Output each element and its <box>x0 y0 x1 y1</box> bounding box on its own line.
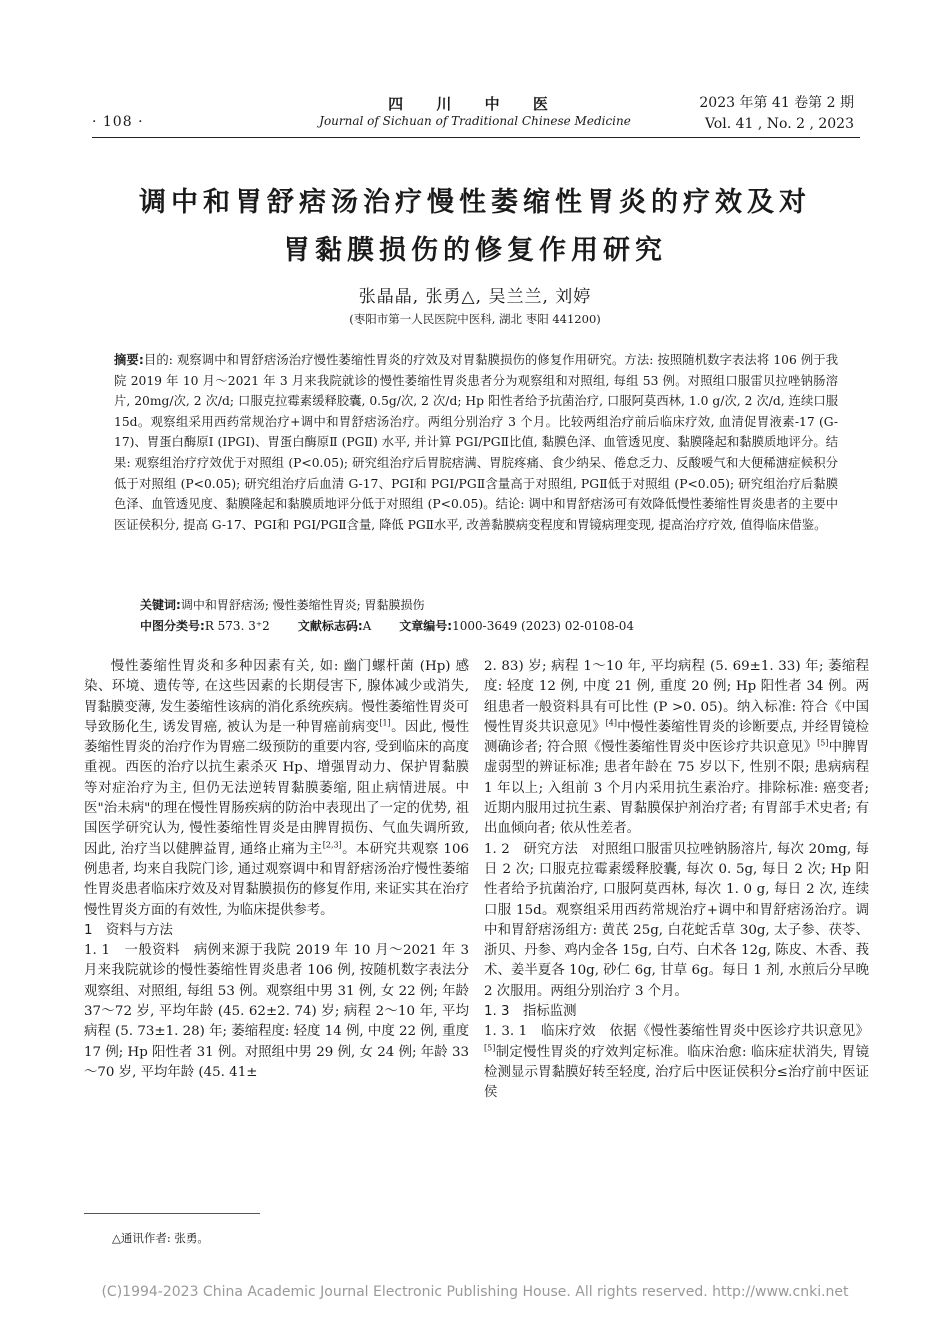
efficacy-text-1: 1. 3. 1 临床疗效 依据《慢性萎缩性胃炎中医诊疗共识意见》 <box>484 1024 869 1040</box>
doc-code-label: 文献标志码: <box>297 619 363 633</box>
body-column-left <box>84 657 469 1083</box>
journal-name-cn: 四 川 中 医 <box>388 95 562 113</box>
article-id-value: 1000-3649 (2023) 02-0108-04 <box>452 619 634 633</box>
issue-en: Vol. 41 , No. 2 , 2023 <box>704 116 854 132</box>
criteria-text-1: 2. 83) 岁; 病程 1～10 年, 平均病程 (5. 69±1. 33) 年; 萎缩程度: 轻度 12 例, 中度 21 例, 重度 20 例; Hp 阳性者 34 例。两组患者一般资料具有可比性 (P >0. 05)。纳入标准: 符合《中国慢性胃炎共识意见》 <box>484 659 869 735</box>
keywords-text: 调中和胃舒痞汤; 慢性萎缩性胃炎; 胃黏膜损伤 <box>180 598 425 612</box>
issue-info <box>699 93 854 135</box>
citation-2-3: [2,3] <box>322 840 342 850</box>
footnote-corresponding-author: △通讯作者: 张勇。 <box>112 1231 209 1245</box>
body-column-right <box>484 657 869 1104</box>
citation-1: [1] <box>379 718 391 728</box>
footnote-rule <box>84 1213 260 1214</box>
section-heading-indicators: 1. 3 指标监测 <box>484 1004 577 1020</box>
criteria-text-2: 中慢性萎缩性胃炎的诊断要点, 并经胃镜检测确诊者; 符合照《慢性萎缩性胃炎中医诊疗共识意见》 <box>484 719 869 756</box>
criteria-paragraph <box>484 657 869 840</box>
header-rule <box>92 137 860 138</box>
abstract-label: 摘要: <box>114 353 144 367</box>
article-title-line2: 胃黏膜损伤的修复作用研究 <box>283 235 667 266</box>
efficacy-text-2: 制定慢性胃炎的疗效判定标准。临床治愈: 临床症状消失, 胃镜检测显示胃黏膜好转至轻度, 治疗后中医证侯积分≤治疗前中医证侯 <box>484 1044 869 1101</box>
clc-value: R 573. 3⁺2 <box>204 619 270 633</box>
intro-text-1: 慢性萎缩性胃炎和多种因素有关, 如: 幽门螺杆菌 (Hp) 感染、环境、遗传等, 在这些因素的长期侵害下, 腺体减少或消失, 胃黏膜变薄, 发生萎缩性该病的消化系统疾病。慢性萎缩性胃炎可导致肠化生, 诱发胃癌, 被认为是一种胃癌前病变 <box>84 659 469 735</box>
article-title-line1: 调中和胃舒痞汤治疗慢性萎缩性胃炎的疗效及对 <box>139 187 811 218</box>
method-paragraph: 1. 2 研究方法 对照组口服雷贝拉唑钠肠溶片, 每次 20mg, 每日 2 次; 口服克拉霉素缓释胶囊, 每次 0. 5g, 每日 2 次; Hp 阳性者给予抗菌治疗, 口服阿莫西林, 每次 1. 0 g, 每日 2 次, 连续口服 15d。观察组采用西药常规治疗+调中和胃舒痞汤治疗。调中和胃舒痞汤组方: 黄芪 25g, 白花蛇舌草 30g, 太子参、茯苓、浙贝、丹参、鸡内金各 15g, 白芍、白术各 12g, 陈皮、木香、莪术、姜半夏各 10g, 砂仁 6g, 甘草 6g。每日 1 剂, 水煎后分早晚 2 次服用。两组分别治疗 3 个月。 <box>484 841 869 999</box>
clc-label: 中图分类号: <box>140 619 205 633</box>
copyright-watermark: (C)1994-2023 China Academic Journal Electronic Publishing House. All rights reserved. http://www.cnki.net <box>101 1284 849 1300</box>
citation-5: [5] <box>817 738 829 748</box>
section-heading-methods: 1 资料与方法 <box>84 922 173 938</box>
journal-name-en: Journal of Sichuan of Traditional Chinese Medicine <box>319 114 631 128</box>
abstract <box>114 350 838 535</box>
article-id-label: 文章编号: <box>399 619 453 633</box>
authors: 张晶晶, 张勇△, 吴兰兰, 刘婷 <box>358 287 592 307</box>
efficacy-paragraph <box>484 1022 869 1103</box>
citation-4: [4] <box>605 718 618 728</box>
classification-line <box>140 617 634 634</box>
intro-text-3: 。本研究共观察 106 例患者, 均来自我院门诊, 通过观察调中和胃舒痞汤治疗慢性萎缩性胃炎患者临床疗效及对胃黏膜损伤的修复作用, 来证实其在治疗慢性胃炎方面的有效性, 为临床提供参考。 <box>84 841 469 918</box>
doc-code-value: A <box>362 619 372 633</box>
criteria-text-3: 中脾胃虚弱型的辨证标准; 患者年龄在 75 岁以下, 性别不限; 患病病程 1 年以上; 入组前 3 个月内采用抗生素治疗。排除标准: 癌变者; 近期内服用过抗生素、胃黏膜保护剂治疗者; 有胃部手术史者; 有出血倾向者; 依从性差者。 <box>484 740 869 837</box>
intro-paragraph <box>84 657 469 921</box>
abstract-text: 目的: 观察调中和胃舒痞汤治疗慢性萎缩性胃炎的疗效及对胃黏膜损伤的修复作用研究。方法: 按照随机数字表法将 106 例于我院 2019 年 10 月～2021 年 3 月来我院就诊的慢性萎缩性胃炎患者分为观察组和对照组, 每组 53 例。对照组口服雷贝拉唑钠肠溶片, 20mg/次, 2 次/d; 口服克拉霉素缓释胶囊, 0.5g/次, 2 次/d; Hp 阳性者给予抗菌治疗, 口服阿莫西林, 1.0 g/次, 2 次/d, 连续口服 15d。观察组采用西药常规治疗+调中和胃舒痞汤治疗。两组分别治疗 3 个月。比较两组治疗前后临床疗效, 血清促胃液素-17 (G-17)、胃蛋白酶原Ⅰ (ⅠPGⅠ)、胃蛋白酶原Ⅱ (PGⅡ) 水平, 并计算 PGⅠ/PGⅡ比值, 黏膜色泽、血管透见度、黏膜隆起和黏膜质地评分。结果: 观察组治疗疗效优于对照组 (P<0.05); 研究组治疗后胃脘痞满、胃脘疼痛、食少纳呆、倦怠乏力、反酸嗳气和大便稀溏症候积分低于对照组 (P<0.05); 研究组治疗后血清 G-17、PGⅠ和 PGⅠ/PGⅡ含量高于对照组, PGⅡ低于对照组 (P<0.05); 研究组治疗后黏膜色泽、血管透见度、黏膜隆起和黏膜质地评分低于对照组 (P<0.05)。结论: 调中和胃舒痞汤可有效降低慢性萎缩性胃炎患者的主要中医证侯积分, 提高 G-17、PGⅠ和 PGⅠ/PGⅡ含量, 降低 PGⅡ水平, 改善黏膜病变程度和胃镜病理变现, 提高治疗疗效, 值得临床借鉴。 <box>114 353 838 532</box>
keywords-label: 关键词: <box>140 598 181 612</box>
issue-cn: 2023 年第 41 卷第 2 期 <box>699 95 854 111</box>
affiliation: (枣阳市第一人民医院中医科, 湖北 枣阳 441200) <box>349 312 601 326</box>
citation-5b: [5] <box>484 1043 496 1053</box>
keywords <box>140 596 425 613</box>
general-data-paragraph: 1. 1 一般资料 病例来源于我院 2019 年 10 月～2021 年 3 月来我院就诊的慢性萎缩性胃炎患者 106 例, 按随机数字表法分观察组、对照组, 每组 53 例。观察组中男 31 例, 女 22 例; 年龄 37～72 岁, 平均年龄 (45. 62±2. 74) 岁; 病程 2～10 年, 平均病程 (5. 73±1. 28) 年; 萎缩程度: 轻度 14 例, 中度 22 例, 重度 17 例; Hp 阳性者 31 例。对照组中男 29 例, 女 24 例; 年龄 33～70 岁, 平均年龄 (45. 41± <box>84 943 469 1080</box>
page-number: · 108 · <box>92 114 144 130</box>
intro-text-2: 。因此, 慢性萎缩性胃炎的治疗作为胃癌二级预防的重要内容, 受到临床的高度重视。西医的治疗以抗生素杀灭 Hp、增强胃动力、保护胃黏膜等对症治疗为主, 但仍无法逆转胃黏膜萎缩, 阻止病情进展。中医"治未病"的理在慢性胃肠疾病的防治中表现出了一定的优势, 祖国医学研究认为, 慢性萎缩性胃炎是由脾胃损伤、气血失调所致, 因此, 治疗当以健脾益胃, 通络止痛为主 <box>84 719 469 857</box>
